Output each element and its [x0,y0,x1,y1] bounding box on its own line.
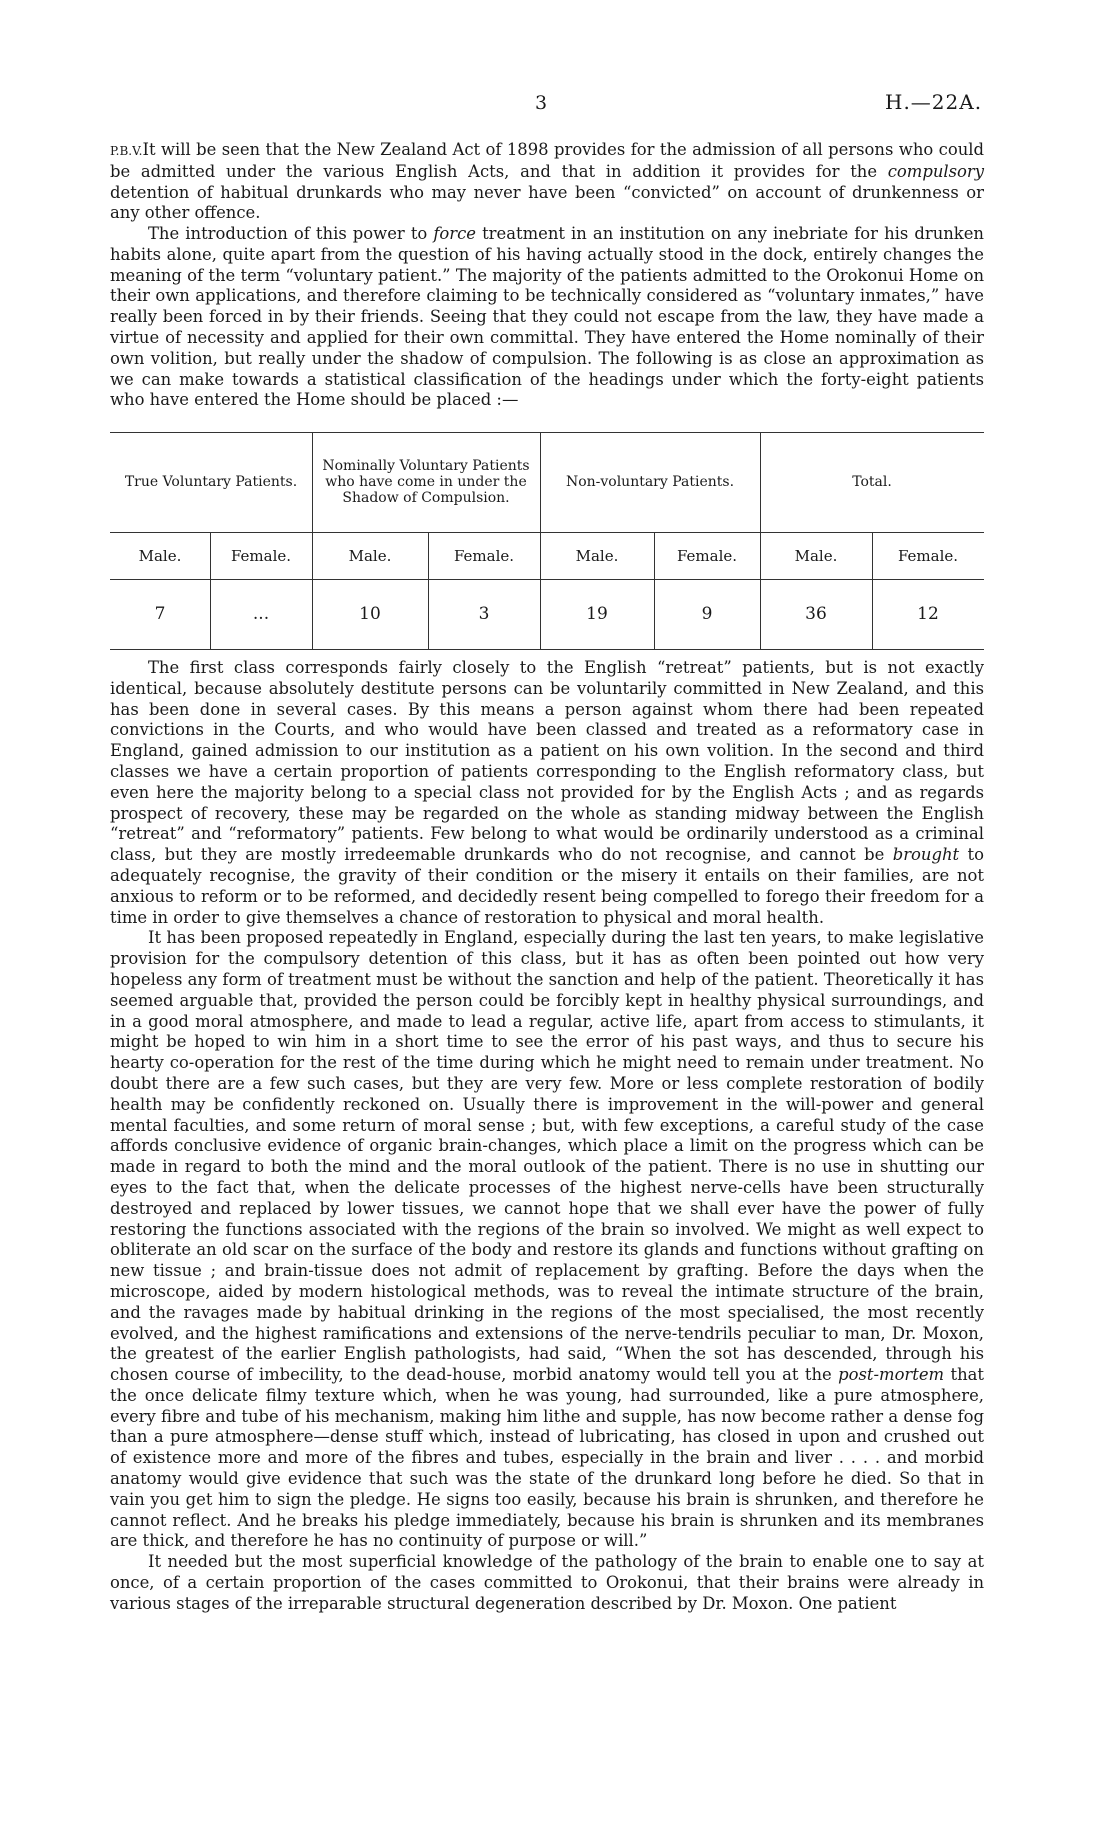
subheader-female: Female. [230,547,292,565]
subheader-male: Male. [138,547,182,565]
table-cell: 7 [154,604,166,624]
margin-mark: P.B.V. [110,144,143,158]
subheader-male: Male. [348,547,392,565]
table-bottom-rule [110,649,984,650]
paragraph-5: It needed but the most superficial knowledge of the pathology of the brain to enable one to say at once, of a certain proportion of the cases committed to Orokonui, that their brains were already in various stages of the irreparable structural degeneration described by Dr. Moxon. One patient [110,1552,984,1613]
subheader-male: Male. [575,547,619,565]
paragraph-4-text-a: It has been proposed repeatedly in England, especially during the last ten years, to make legislative provision for the compulsory detention of this class, but it has as often been pointed out how very hopeless any form of treatment must be without the sanction and help of the patient. Theoretically it has seemed arguable that, provided the person could be forcibly kept in healthy physical surroundings, and in a good moral atmosphere, and made to lead a regular, active life, apart from access to stimulants, it might be hoped to win him in a short time to see the error of his past ways, and thus to secure his hearty co-operation for the rest of the time during which he might need to remain under treatment. No doubt there are a few such cases, but they are very few. More or less complete restoration of bodily health may be confidently reckoned on. Usually there is improvement in the will-power and general mental faculties, and some return of moral sense ; but, with few exceptions, a careful study of the case affords conclusive evidence of organic brain-changes, which place a limit on the progress which can be made in regard to both the mind and the moral outlook of the patient. There is no use in shutting our eyes to the fact that, when the delicate processes of the highest nerve-cells have been structurally destroyed and replaced by lower tissues, we cannot hope that we shall ever have the power of fully restoring the functions associated with the regions of the brain so involved. We might as well expect to obliterate an old scar on the surface of the body and restore its glands and functions without grafting on new tissue ; and brain-tissue does not admit of replacement by grafting. Before the days when the microscope, aided by modern histological methods, was to reveal the intimate structure of the brain, and the ravages made by habitual drinking in the regions of the most specialised, the most recently evolved, and the highest ramifications and extensions of the nerve-tendrils peculiar to man, Dr. Moxon, the greatest of the earlier English pathologists, had said, “When the sot has descended, through his chosen course of imbecility, to the dead-house, morbid anatomy would tell you at the [110,928,984,1385]
paragraph-2-text-b: treatment in an institution on any inebriate for his drunken habits alone, quite apart from the question of his having actually stood in the dock, entirely changes the meaning of the term “voluntary patient.” The majority of the patients admitted to the Orokonui Home on their own applications, and therefore claiming to be technically considered as “voluntary inmates,” have really been forced in by their friends. Seeing that they could not escape from the law, they have made a virtue of necessity and applied for their own committal. They have entered the Home nominally of their own volition, but really under the shadow of compulsion. The following is as close an approximation as we can make towards a statistical classification of the headings under which the forty-eight patients who have entered the Home should be placed :— [110,224,984,410]
body-continuation [110,658,984,1615]
subheader-female: Female. [897,547,959,565]
subheader-female: Female. [676,547,738,565]
subheader-female: Female. [453,547,515,565]
table-header-rule [110,532,984,533]
paragraph-2 [110,224,984,411]
paragraph-2-text-a: The introduction of this power to [148,224,434,243]
table-subheader-rule [110,579,984,580]
page-number: 3 [535,92,548,114]
paragraph-3-text-b: to adequately recognise, the gravity of their condition or the misery it entails on their families, are not anxious to reform or to be reformed, and decidedly resent being compelled to forego their freedom for a time in order to give themselves a chance of restoration to physical and moral health. [110,845,984,927]
document-reference: H.—22A. [885,90,983,114]
patient-classification-table [110,432,984,650]
header-true-voluntary: True Voluntary Patients. [124,474,298,490]
paragraph-1-italic: compulsory [887,161,984,181]
paragraph-2-italic: force [433,224,477,243]
paragraph-4-text-b: that the once delicate filmy texture which, when he was young, had surrounded, like a pure atmosphere, every fibre and tube of his mechanism, making him lithe and supple, has now become rather a dense fog than a pure atmosphere—dense stuff which, instead of lubricating, has closed in upon and crushed out of existence more and more of the fibres and tubes, especially in the brain and liver . . . . and morbid anatomy would give evidence that such was the state of the drunkard long before he died. So that in vain you get him to sign the pledge. He signs too easily, because his brain is shrunken, and therefore he cannot reflect. And he breaks his pledge immediately, because his brain is shrunken and its membranes are thick, and therefore he has no continuity of purpose or will.” [110,1365,984,1551]
paragraph-1 [110,140,984,224]
paragraph-4 [110,928,984,1552]
header-nominally-voluntary: Nominally Voluntary Patients who have come in under the Shadow of Compulsion. [322,458,530,506]
paragraph-4-italic: post-mortem [838,1365,945,1385]
table-cell: 36 [805,604,827,624]
paragraph-3 [110,658,984,928]
paragraph-1-text-a: It will be seen that the New Zealand Act of 1898 provides for the admission of all persons who could be admitted under the various English Acts, and that in addition it provides for the [110,140,984,181]
paragraph-3-italic: brought [892,845,960,865]
table-cell: 12 [917,604,939,624]
header-non-voluntary: Non-voluntary Patients. [565,474,735,490]
paragraph-1-text-b: detention of habitual drunkards who may never have been “convicted” on account of drunkenness or any other offence. [110,182,984,223]
table-cell: 10 [359,604,381,624]
table-cell: 19 [586,604,608,624]
header-total: Total. [852,474,892,490]
subheader-male: Male. [794,547,838,565]
table-cell: 3 [478,604,490,624]
table-cell: 9 [701,604,713,624]
table-cell: ... [252,604,270,624]
paragraph-3-text-a: The first class corresponds fairly closely to the English “retreat” patients, but is not exactly identical, because absolutely destitute persons can be voluntarily committed in New Zealand, and this has been done in several cases. By this means a person against whom there had been repeated convictions in the Courts, and who would have been classed and treated as a reformatory case in England, gained admission to our institution as a patient on his own volition. In the second and third classes we have a certain proportion of patients corresponding to the English reformatory class, but even here the majority belong to a special class not provided for by the English Acts ; and as regards prospect of recovery, these may be regarded on the whole as standing midway between the English “retreat” and “reformatory” patients. Few belong to what would be ordinarily understood as a criminal class, but they are mostly irredeemable drunkards who do not recognise, and cannot be [110,658,984,865]
